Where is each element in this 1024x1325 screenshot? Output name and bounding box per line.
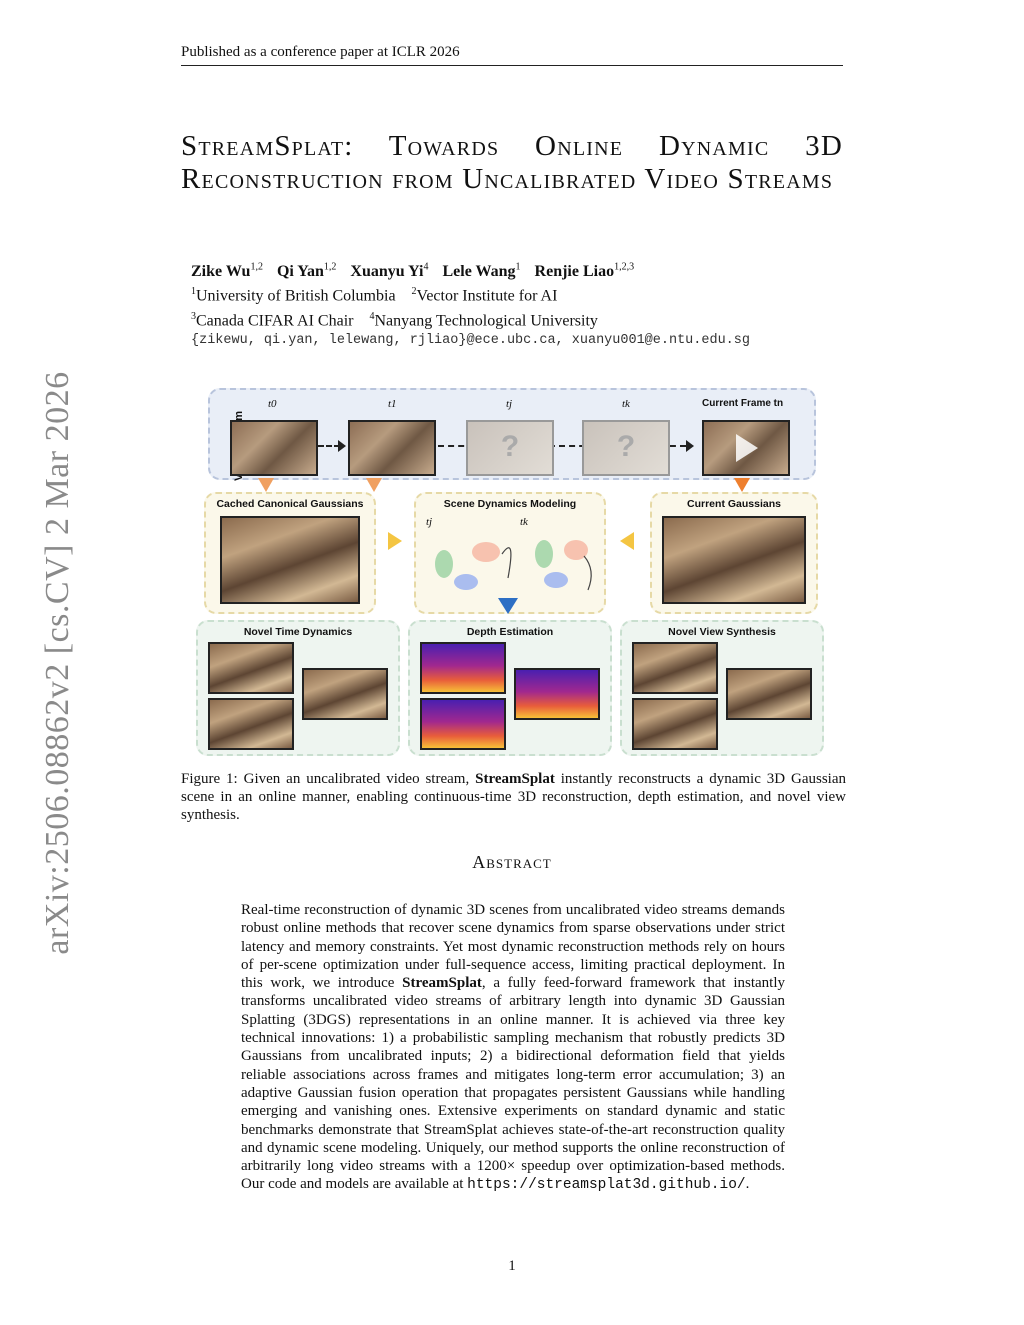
affiliation-line-1: $^1$University of British Columbia $^2$Vector Institute for AI <box>191 286 558 305</box>
author-name: Lele Wang$^1$ <box>442 262 521 281</box>
current-gaussians-image <box>662 516 806 604</box>
down-arrow-icon <box>498 598 518 614</box>
author-name: Zike Wu$^{1,2}$ <box>191 262 263 281</box>
caption-method-name: StreamSplat <box>475 771 555 787</box>
current-frame-label: Current Frame tn <box>702 398 784 409</box>
author-emails[interactable]: {zikewu, qi.yan, lelewang, rjliao}@ece.ubc.ca, xuanyu001@e.ntu.edu.sg <box>191 332 750 348</box>
novel-view-image-3 <box>726 668 812 720</box>
novel-view-image-1 <box>632 642 718 694</box>
play-icon <box>736 434 758 462</box>
down-arrow-icon <box>258 478 274 492</box>
left-arrow-icon <box>620 532 634 550</box>
author-names <box>191 258 851 282</box>
figure-1 <box>196 384 826 756</box>
novel-time-image-3 <box>302 668 388 720</box>
author-name: Renjie Liao$^{1,2,3}$ <box>534 262 635 281</box>
novel-time-panel <box>196 620 400 756</box>
tk-label: tk <box>622 398 630 410</box>
paper-title: StreamSplat: Towards Online Dynamic 3D Reconstruction from Uncalibrated Video Streams <box>181 130 843 195</box>
frame-tk <box>582 420 670 476</box>
author-name: Qi Yan$^{1,2}$ <box>276 262 337 281</box>
t0-label: t0 <box>268 398 277 410</box>
affiliation-line-2: $^3$Canada CIFAR AI Chair $^4$Nanyang Technological University <box>191 310 598 329</box>
figure-caption: Figure 1: Given an uncalibrated video stream, StreamSplat instantly reconstructs a dynamic 3D Gaussian scene in an online manner, enabling continuous-time 3D reconstruction, depth estimation, and novel view synthesis. <box>181 771 846 823</box>
abstract-heading: Abstract <box>472 852 552 872</box>
novel-view-image-2 <box>632 698 718 750</box>
frame-current <box>702 420 790 476</box>
depth-title: Depth Estimation <box>466 626 554 638</box>
novel-view-title: Novel View Synthesis <box>668 626 776 638</box>
author-affiliation-mark: 4 <box>423 262 429 273</box>
dynamics-tk-label: tk <box>520 516 528 528</box>
author-block <box>191 258 851 348</box>
dashed-arrow <box>318 445 340 447</box>
affiliation-ntu: Nanyang Technological University <box>374 311 598 329</box>
frame-t1 <box>348 420 436 476</box>
novel-time-image-2 <box>208 698 294 750</box>
down-arrow-icon <box>734 478 750 492</box>
affiliation-ubc: University of British Columbia <box>196 287 396 305</box>
tj-label: tj <box>506 398 513 410</box>
arrowhead-icon <box>686 440 694 452</box>
scene-dynamics-panel <box>414 492 606 614</box>
abstract-body: Real-time reconstruction of dynamic 3D scenes from uncalibrated video streams demands robust online methods that recover scene dynamics from sparse observations under strict latency and memory constraints. Yet most dynamic reconstruction methods rely on hours of per-scene optimization under full-sequence access, limiting practical deployment. In this work, we introduce StreamSplat, a fully feed-forward framework that instantly transforms uncalibrated video streams of arbitrary length into dynamic 3D Gaussian Splatting (3DGS) representations in an online manner. It is achieved via three key technical innovations: 1) a probabilistic sampling mechanism that robustly predicts 3D Gaussians from uncalibrated inputs; 2) a bidirectional deformation field that yields reliable associations across frames and mitigates long-term error accumulation; 3) an adaptive Gaussian fusion operation that propagates persistent Gaussians while handling emerging and vanishing ones. Extensive experiments on standard dynamic and static benchmarks demonstrate that StreamSplat achieves state-of-the-art reconstruction quality and dynamic scene modeling. Uniquely, our method supports the online reconstruction of arbitrarily long video streams with a 1200× speedup over optimization-based methods. Our code and models are available at https://streamsplat3d.github.io/. <box>241 902 786 1194</box>
t1-label: t1 <box>388 398 397 410</box>
novel-time-image-1 <box>208 642 294 694</box>
page-number: 1 <box>508 1258 516 1274</box>
depth-panel <box>408 620 612 756</box>
cached-gaussians-panel <box>204 492 376 614</box>
dynamics-tj-label: tj <box>426 516 433 528</box>
down-arrow-icon <box>366 478 382 492</box>
project-url-link[interactable]: https://streamsplat3d.github.io/ <box>467 1177 746 1194</box>
affiliation-cifar: Canada CIFAR AI Chair <box>196 311 354 329</box>
affiliation-vector: Vector Institute for AI <box>416 287 558 305</box>
arrowhead-icon <box>338 440 346 452</box>
depth-map-2 <box>420 698 506 750</box>
frame-tj <box>466 420 554 476</box>
frame-t0 <box>230 420 318 476</box>
current-gaussians-title: Current Gaussians <box>687 498 781 510</box>
scene-dynamics-title: Scene Dynamics Modeling <box>443 498 577 510</box>
gaussian-dynamics-diagram <box>416 494 604 612</box>
author-affiliation-mark: 1,2 <box>250 262 263 273</box>
author-affiliation-mark: 1,2 <box>323 262 337 273</box>
novel-time-title: Novel Time Dynamics <box>243 626 353 638</box>
author-affiliation-mark: 1,2,3 <box>614 262 635 273</box>
current-gaussians-panel <box>650 492 818 614</box>
arxiv-stamp: arXiv:2506.08862v2 [cs.CV] 2 Mar 2026 <box>39 371 76 955</box>
abstract-method-name: StreamSplat <box>402 975 482 992</box>
question-mark-icon: ? <box>500 430 520 463</box>
depth-map-1 <box>420 642 506 694</box>
question-mark-icon: ? <box>616 430 636 463</box>
novel-view-panel <box>620 620 824 756</box>
running-header: Published as a conference paper at ICLR 2026 <box>181 44 843 66</box>
right-arrow-icon <box>388 532 402 550</box>
author-name: Xuanyu Yi$^4$ <box>350 262 429 281</box>
cached-gaussians-image <box>220 516 360 604</box>
cached-gaussians-title: Cached Canonical Gaussians <box>216 498 364 510</box>
depth-map-3 <box>514 668 600 720</box>
author-affiliation-mark: 1 <box>515 262 521 273</box>
video-stream-band <box>208 388 816 480</box>
